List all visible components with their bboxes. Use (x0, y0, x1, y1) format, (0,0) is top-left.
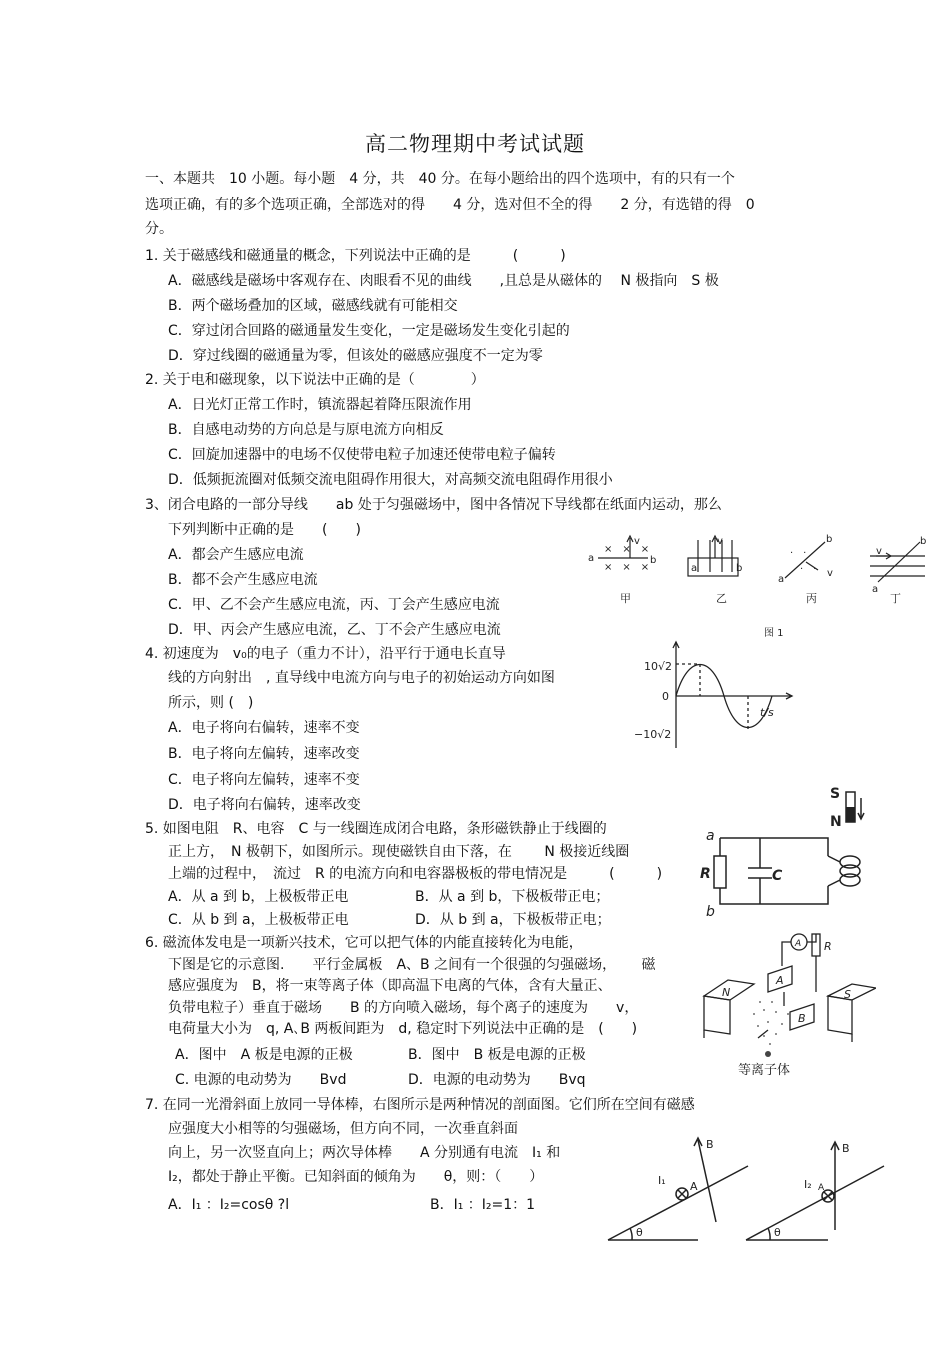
q4-stem-3: 所示，则 ( ) (168, 695, 254, 711)
q3-figure-label-yi: 乙 (716, 592, 727, 605)
svg-text:b: b (650, 555, 657, 566)
q4-option-c: C．电子将向左偏转，速率不变 (168, 772, 360, 788)
q2-option-d: D．低频扼流圈对低频交流电阻碍作用很大，对高频交流电阻碍作用很小 (168, 472, 613, 488)
q6-magnet-s-label: S (844, 988, 851, 1001)
q6-line-2: 下图是它的示意图. 平行金属板 A、B 之间有一个很强的匀强磁场， 磁 (168, 957, 656, 973)
q4-option-b: B．电子将向左偏转，速率改变 (168, 746, 360, 762)
q7-fig2-a-label: A (818, 1183, 825, 1193)
svg-text:v: v (717, 536, 723, 547)
q3-option-d: D．甲、丙会产生感应电流，乙、丁不会产生感应电流 (168, 622, 501, 638)
q4-graph-ymin-label: −10√2 (634, 728, 672, 741)
q1-stem: 1. 关于磁感线和磁通量的概念，下列说法中正确的是 ( ) (145, 248, 566, 264)
svg-text:× × ×: × × × (604, 562, 650, 573)
q6-option-a: A．图中 A 板是电源的正极 (175, 1047, 353, 1063)
q5-node-a-label: a (706, 828, 715, 844)
q7-incline-figure (602, 1132, 902, 1248)
q3-figure-label-bing: 丙 (806, 592, 817, 605)
q1-option-a: A．磁感线是磁场中客观存在、肉眼看不见的曲线 ,且总是从磁体的 N 极指向 S 极 (168, 273, 719, 289)
q4-graph-zero-label: 0 (662, 690, 669, 703)
q7-fig1-b-label: B (706, 1138, 714, 1151)
q4-graph-ymax-label: 10√2 (644, 660, 673, 673)
q3-stem: 3、闭合电路的一部分导线 ab 处于匀强磁场中，图中各情况下导线都在纸面内运动，那么 (145, 497, 722, 513)
svg-text:v: v (634, 536, 640, 547)
q5-option-a: A．从 a 到 b，上极板带正电 (168, 889, 349, 905)
q2-option-a: A．日光灯正常工作时，镇流器起着降压限流作用 (168, 397, 472, 413)
q6-option-d: D．电源的电动势为 Bvq (408, 1072, 586, 1088)
q5-option-d: D．从 b 到 a，下极板带正电； (415, 912, 611, 928)
q6-option-c: C. 电源的电动势为 Bvd (175, 1072, 347, 1088)
q4-stem-1: 4. 初速度为 v₀的电子（重力不计），沿平行于通电长直导 (145, 646, 506, 662)
q7-fig2-i2-label: I₂ (804, 1178, 812, 1191)
q3-figure-caption: 图 1 (764, 628, 784, 639)
q6-line-5: 电荷量大小为 q, A､B 两板间距为 d, 稳定时下列说法中正确的是 ( ) (168, 1021, 638, 1037)
svg-text:a: a (588, 553, 595, 564)
svg-text:a: a (691, 563, 698, 574)
q6-resistor-label: R (824, 940, 832, 953)
q6-line-4: 负带电粒子）垂直于磁场 B 的方向喷入磁场，每个离子的速度为 v， (168, 1000, 639, 1016)
page-title: 高二物理期中考试试题 (365, 132, 585, 156)
q5-stem-2: 正上方， N 极朝下，如图所示。现使磁铁自由下落，在 N 极接近线圈 (168, 844, 630, 860)
q3-option-b: B．都不会产生感应电流 (168, 572, 318, 588)
q7-fig2-b-label: B (842, 1142, 850, 1155)
q6-plasma-caption: 等离子体 (738, 1063, 791, 1078)
q5-capacitor-label: C (772, 868, 783, 884)
q4-stem-2: 线的方向射出 , 直导线中电流方向与电子的初始运动方向如图 (168, 670, 555, 686)
svg-text:· ·: · · (800, 564, 817, 575)
svg-text:b: b (736, 563, 743, 574)
q6-plate-b-label: B (798, 1012, 806, 1025)
q2-stem: 2. 关于电和磁现象，以下说法中正确的是（ ） (145, 372, 485, 388)
q1-option-d: D．穿过线圈的磁通量为零，但该处的磁感应强度不一定为零 (168, 348, 543, 364)
q6-line-3: 感应强度为 B，将一束等离子体（即高温下电离的气体，含有大量正、 (168, 978, 612, 994)
svg-text:v: v (876, 546, 882, 557)
q5-magnet-n-label: N (830, 814, 842, 830)
q2-option-c: C．回旋加速器中的电场不仅使带电粒子加速还使带电粒子偏转 (168, 447, 556, 463)
q5-option-b: B．从 a 到 b，下极板带正电； (415, 889, 610, 905)
q2-option-b: B．自感电动势的方向总是与原电流方向相反 (168, 422, 444, 438)
q7-fig1-a-label: A (690, 1180, 698, 1193)
q6-ammeter-label: A (795, 939, 802, 949)
q4-option-d: D．电子将向右偏转，速率改变 (168, 797, 361, 813)
q3-option-c: C．甲、乙不会产生感应电流，丙、丁会产生感应电流 (168, 597, 500, 613)
q4-sine-graph (632, 640, 802, 752)
q7-line-3: 向上，另一次竖直向上；两次导体棒 A 分别通有电流 I₁ 和 (168, 1145, 561, 1161)
q4-option-a: A．电子将向右偏转，速率不变 (168, 720, 360, 736)
q6-mhd-figure (698, 926, 876, 1082)
q5-stem-3: 上端的过程中， 流过 R 的电流方向和电容器极板的带电情况是 ( ) (168, 866, 663, 882)
q5-magnet-s-label: S (830, 786, 841, 802)
q3-option-a: A．都会产生感应电流 (168, 547, 304, 563)
q7-line-4: I₂，都处于静止平衡。已知斜面的倾角为 θ，则：（ ） (168, 1169, 544, 1185)
svg-text:a: a (778, 574, 785, 585)
q7-option-a: A．I₁ ：I₂=cosθ ?l (168, 1197, 290, 1213)
svg-text:v: v (827, 568, 833, 579)
q7-fig2-theta-label: θ (774, 1226, 781, 1239)
svg-text:b: b (826, 534, 833, 545)
q6-option-b: B．图中 B 板是电源的正极 (408, 1047, 586, 1063)
q3-figure (580, 530, 940, 642)
q3-figure-label-ding: 丁 (890, 592, 901, 605)
q3-figure-label-jia: 甲 (620, 592, 631, 605)
svg-text:b: b (920, 536, 927, 547)
q3-stem-2: 下列判断中正确的是 ( ) (168, 522, 361, 538)
section-intro-line-1: 一、本题共 10 小题。每小题 4 分，共 40 分。在每小题给出的四个选项中，有的只有一个 (145, 171, 735, 187)
section-intro-line-2: 选项正确，有的多个选项正确，全部选对的得 4 分，选对但不全的得 2 分，有选错的得 0 (145, 197, 755, 213)
svg-text:× × ×: × × × (604, 544, 650, 555)
q6-line-1: 6. 磁流体发电是一项新兴技术，它可以把气体的内能直接转化为电能， (145, 935, 583, 951)
q7-fig1-theta-label: θ (636, 1226, 643, 1239)
q7-option-b: B．I₁ ：I₂=1：1 (430, 1197, 536, 1213)
q4-graph-xlabel: t/s (760, 706, 774, 719)
q7-fig1-i1-label: I₁ (658, 1174, 666, 1187)
q5-option-c: C．从 b 到 a，上极板带正电 (168, 912, 349, 928)
svg-text:· ·: · · (790, 548, 807, 559)
q5-stem-1: 5. 如图电阻 R、电容 C 与一线圈连成闭合电路，条形磁铁静止于线圈的 (145, 821, 607, 837)
q6-plate-a-label: A (776, 974, 784, 987)
q7-line-2: 应强度大小相等的匀强磁场，但方向不同，一次垂直斜面 (168, 1121, 518, 1137)
q5-circuit-figure (698, 782, 868, 922)
q5-node-b-label: b (706, 904, 715, 920)
q1-option-b: B．两个磁场叠加的区域，磁感线就有可能相交 (168, 298, 458, 314)
svg-text:a: a (872, 584, 879, 595)
q7-line-1: 7. 在同一光滑斜面上放同一导体棒，右图所示是两种情况的剖面图。它们所在空间有磁感 (145, 1097, 695, 1113)
q1-option-c: C．穿过闭合回路的磁通量发生变化，一定是磁场发生变化引起的 (168, 323, 570, 339)
section-intro-line-3: 分。 (145, 221, 173, 237)
q5-resistor-label: R (700, 866, 711, 882)
q6-magnet-n-label: N (722, 986, 731, 999)
